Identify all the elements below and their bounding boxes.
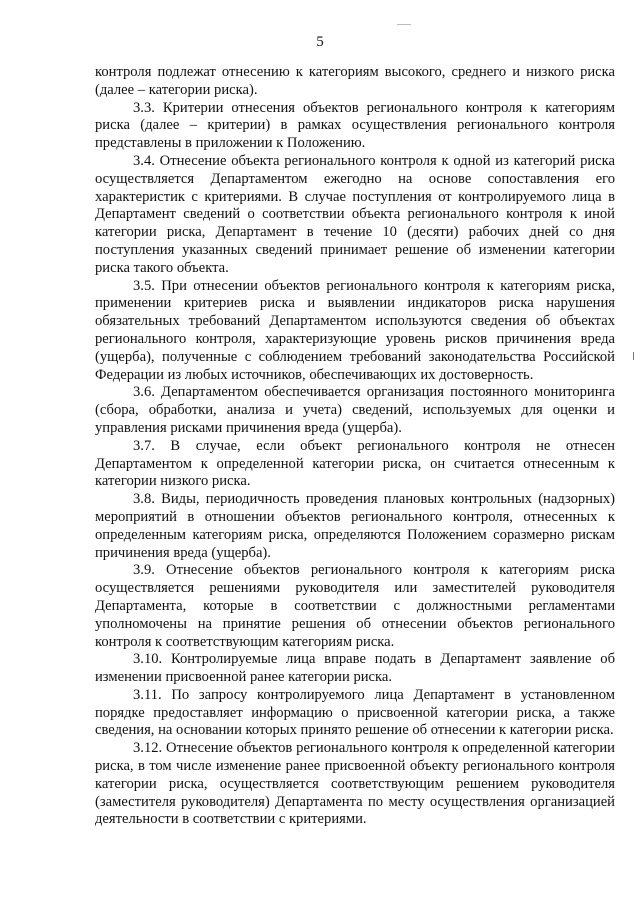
page-number: 5 <box>316 34 324 50</box>
paragraph-3-10: 3.10. Контролируемые лица вправе подать в Департамент заявление об изменении присвоенной ранее категории риска. <box>95 651 615 686</box>
paragraph-continuation: контроля подлежат отнесению к категориям высокого, среднего и низкого риска (далее – категории риска). <box>95 64 615 98</box>
paragraph-3-8: 3.8. Виды, периодичность проведения плановых контрольных (надзорных) мероприятий в отношении объектов регионального контроля, отнесенных к определенным категориям риска, определяются Положением соразмерно рискам причинения вреда (ущерба). <box>95 491 615 561</box>
paragraph-3-7: 3.7. В случае, если объект регионального контроля не отнесен Департаментом к определенной категории риска, он считается отнесенным к категории низкого риска. <box>95 437 615 490</box>
paragraph-3-9: 3.9. Отнесение объектов регионального контроля к категориям риска осуществляется решениями руководителя или заместителей руководителя Департамента, которые в соответствии с должностными регламентами уполномочены на принятие решения об отнесении объектов регионального контроля к соответствующим категориям риска. <box>95 562 615 650</box>
paragraph-3-11: 3.11. По запросу контролируемого лица Департамент в установленном порядке предоставляет информацию о присвоенной категории риска, а также сведения, на основании которых принято решение об отнесении к категории риска. <box>95 686 615 739</box>
paragraph-3-5: 3.5. При отнесении объектов регионального контроля к категориям риска, применении критериев риска и выявлении индикаторов риска нарушения обязательных требований Департаментом используются сведения об объектах регионального контроля, характеризующие уровень рисков причинения вреда (ущерба), полученные с соблюдением требований законодательства Российской Федерации из любых источников, обеспечивающих их достоверность. <box>95 277 615 383</box>
document-body <box>95 64 615 829</box>
scan-artifact-right <box>633 352 634 360</box>
paragraph-3-4: 3.4. Отнесение объекта регионального контроля к одной из категорий риска осуществляется Департаментом ежегодно на основе сопоставления его характеристик с критериями. В случае поступления от контролируемого лица в Департамент сведений о соответствии объекта регионального контроля к иной категории риска, Департамент в течение 10 (десяти) рабочих дней со дня поступления указанных сведений принимает решение об изменении категории риска такого объекта. <box>95 152 615 276</box>
paragraph-3-3: 3.3. Критерии отнесения объектов регионального контроля к категориям риска (далее – критерии) в рамках осуществления регионального контроля представлены в приложении к Положению. <box>95 99 615 152</box>
paragraph-3-12: 3.12. Отнесение объектов регионального контроля к определенной категории риска, в том числе изменение ранее присвоенной объекту регионального контроля категории риска, осуществляется соответствующим решением руководителя (заместителя руководителя) Департамента по месту осуществления организацией деятельности в соответствии с критериями. <box>95 740 615 828</box>
scan-artifact-top <box>397 24 411 25</box>
paragraph-3-6: 3.6. Департаментом обеспечивается организация постоянного мониторинга (сбора, обработки, анализа и учета) сведений, используемых для оценки и управления рисками причинения вреда (ущерба). <box>95 384 615 436</box>
